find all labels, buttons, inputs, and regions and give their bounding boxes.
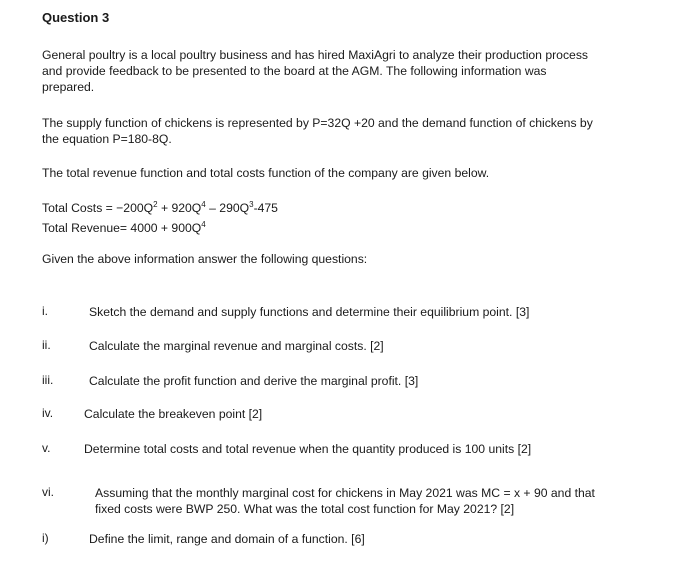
item-text: Calculate the breakeven point [2] [84,407,263,421]
instructions: Given the above information answer the following questions: [42,252,368,266]
item-text: Define the limit, range and domain of a function. [6] [89,532,365,546]
item-text [95,485,665,517]
item-text-line: fixed costs were BWP 250. What was the total cost function for May 2021? [2] [95,502,515,516]
item-text: Sketch the demand and supply functions and determine their equilibrium point. [3] [89,305,530,319]
supply-demand-paragraph [42,115,642,147]
item-text-line: Assuming that the monthly marginal cost for chickens in May 2021 was MC = x + 90 and that [95,486,595,500]
item-number: iii. [42,373,54,387]
term: -475 [253,201,278,215]
term: – 290Q [205,201,250,215]
term: 4000 + 900Q [130,221,202,235]
supply-demand-line: The supply function of chickens is represented by P=32Q +20 and the demand function of chickens by [42,116,593,130]
intro-paragraph [42,47,642,95]
exponent: 4 [201,200,206,209]
total-costs-equation [42,200,642,216]
intro-line: prepared. [42,80,95,94]
item-number: i. [42,304,48,318]
total-revenue-equation [42,220,642,236]
exponent: 4 [201,220,206,229]
term: + 920Q [157,201,202,215]
intro-line: General poultry is a local poultry business and has hired MaxiAgri to analyze their production process [42,48,589,62]
supply-demand-line: the equation P=180-8Q. [42,132,172,146]
item-text: Calculate the profit function and derive the marginal profit. [3] [89,374,419,388]
item-number: ii. [42,338,51,352]
item-text: Calculate the marginal revenue and marginal costs. [2] [89,339,384,353]
intro-line: and provide feedback to be presented to the board at the AGM. The following information was [42,64,547,78]
exponent: 3 [249,200,254,209]
item-number: i) [42,531,49,545]
total-revenue-label: Total Revenue= [42,221,131,235]
total-costs-label: Total Costs = [42,201,117,215]
question-title: Question 3 [42,10,110,25]
exponent: 2 [153,200,158,209]
item-number: v. [42,441,51,455]
item-number: vi. [42,485,54,499]
item-number: iv. [42,406,54,420]
functions-intro: The total revenue function and total costs function of the company are given below. [42,166,490,180]
term: −200Q [116,201,154,215]
item-text: Determine total costs and total revenue when the quantity produced is 100 units [2] [84,442,532,456]
